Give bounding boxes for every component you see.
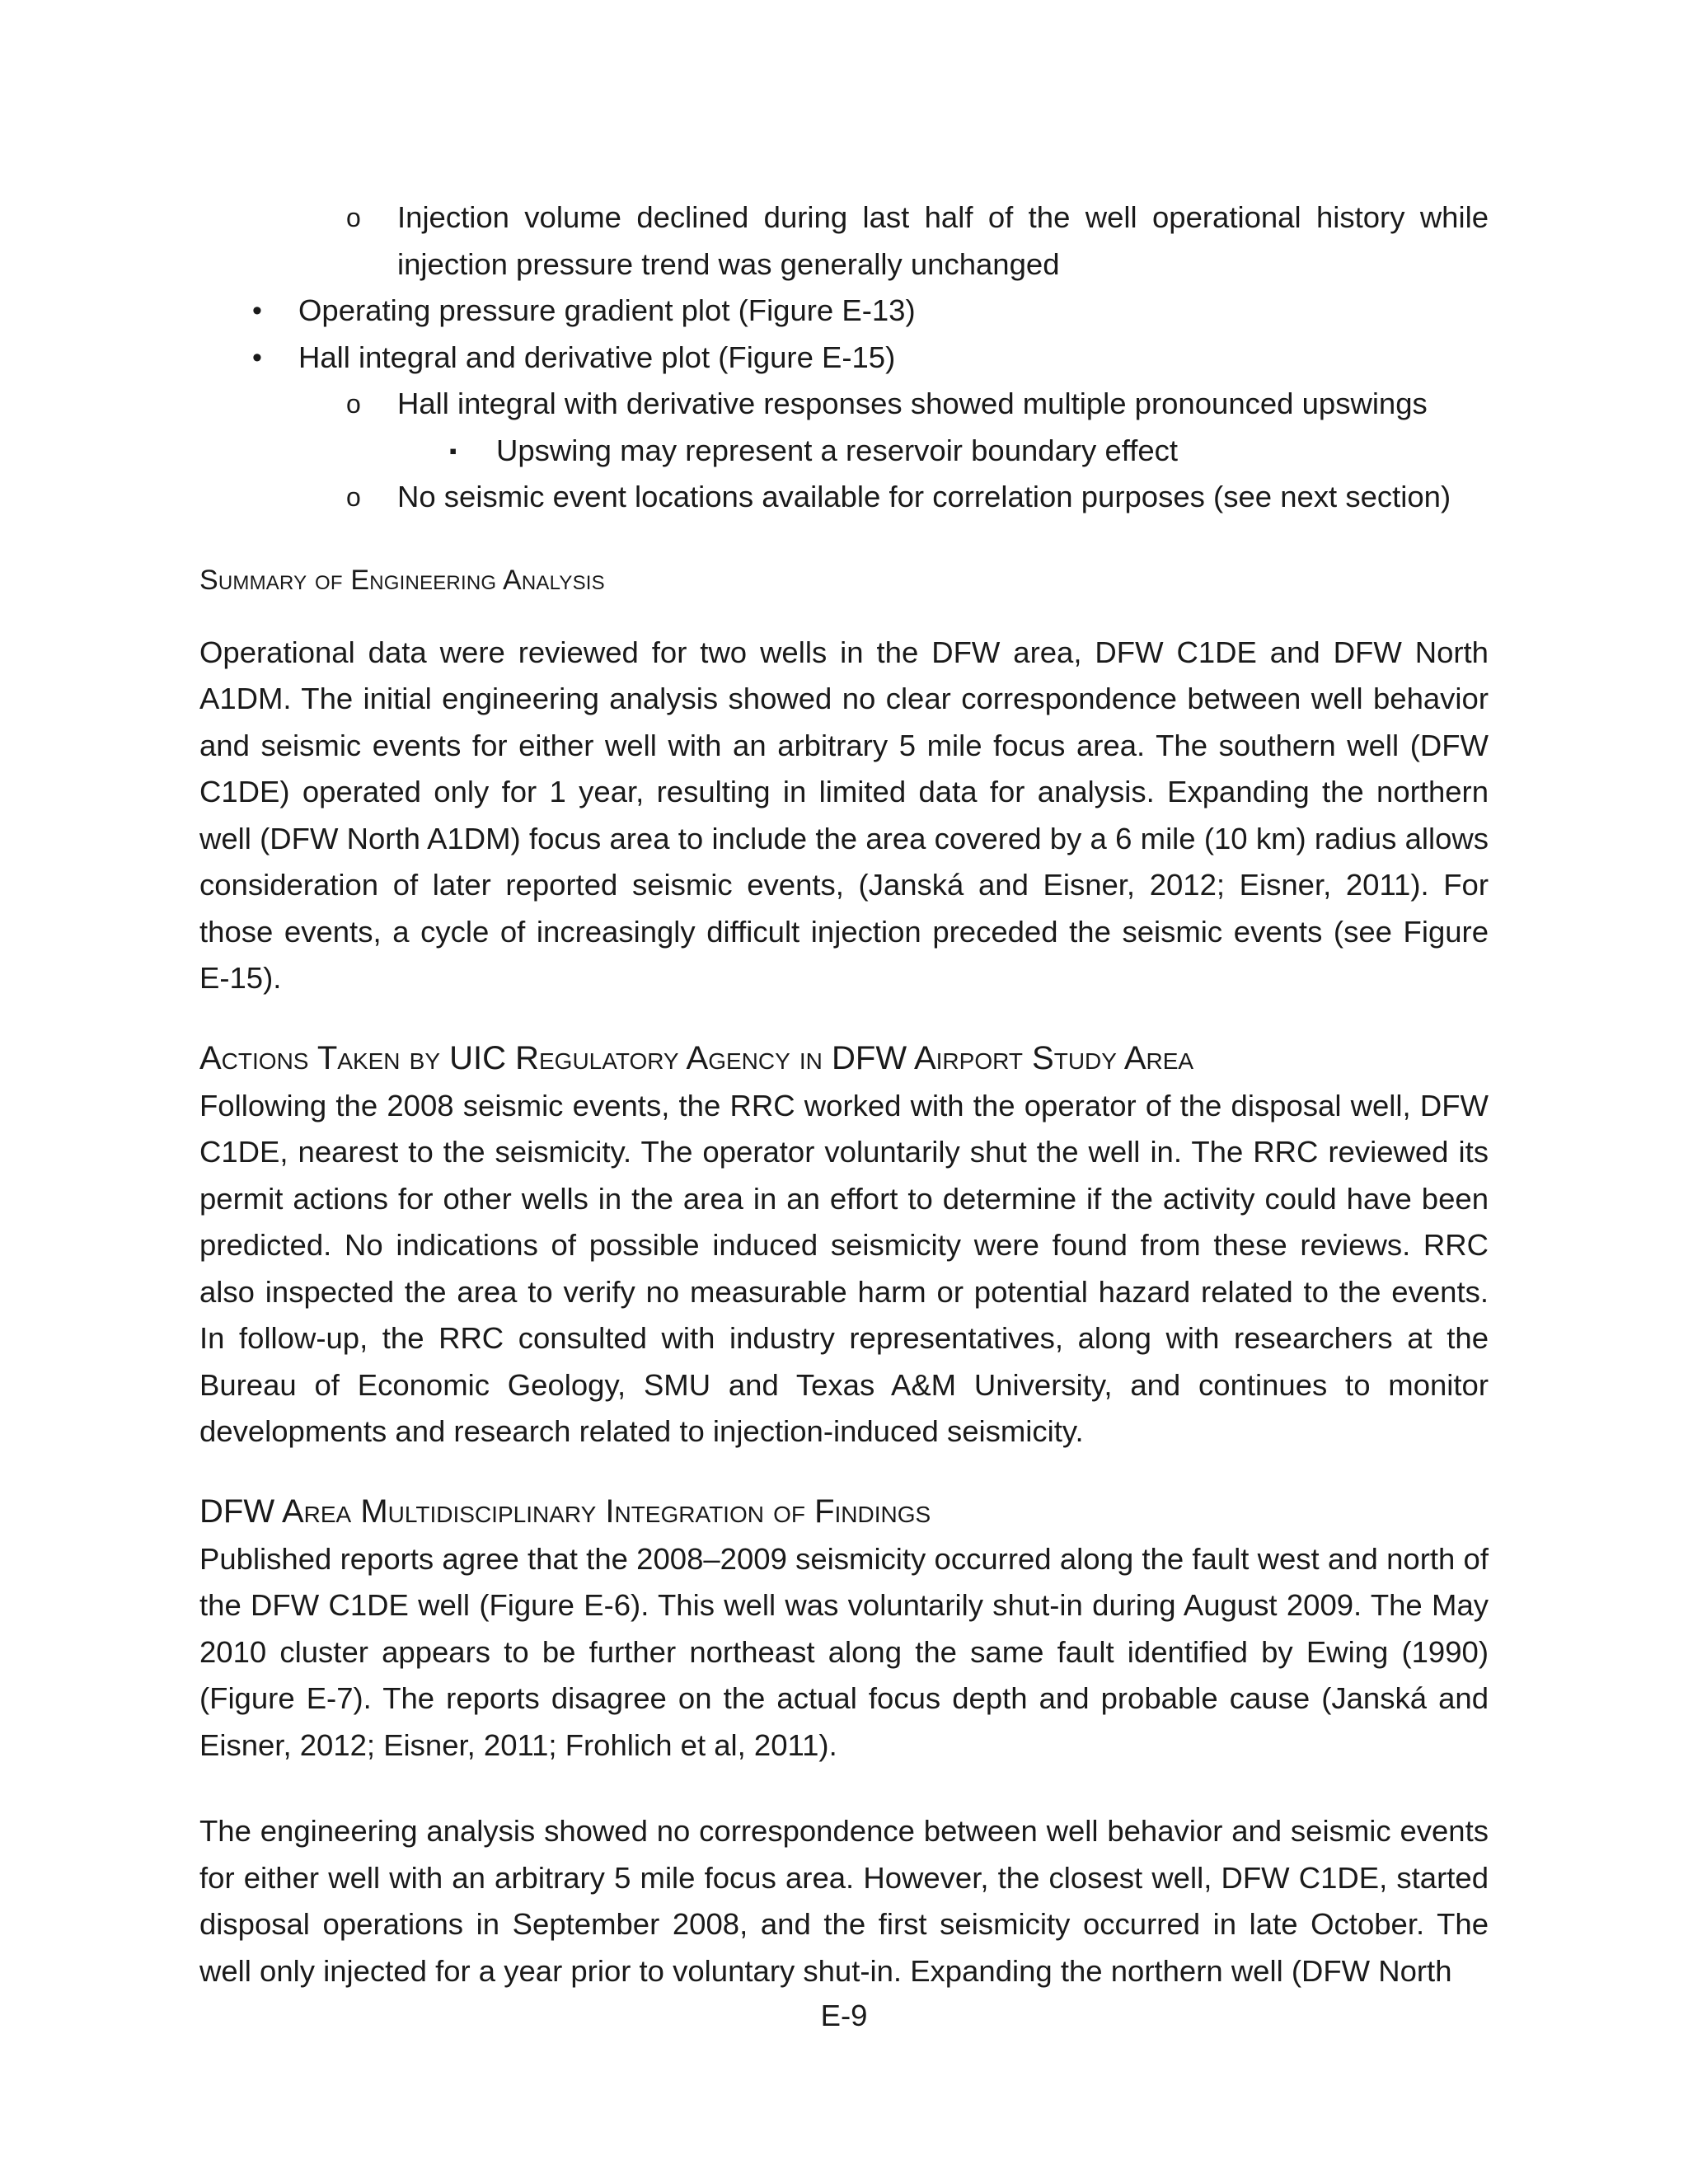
bullet-text: Hall integral and derivative plot (Figure E-15) [298,340,896,374]
bullet-item [199,194,1489,288]
bullet-text: Upswing may represent a reservoir boundary effect [496,433,1179,467]
bullet-text: Operating pressure gradient plot (Figure E-13) [298,293,916,327]
bullet-text: Injection volume declined during last half of the well operational history while injection pressure trend was generally unchanged [397,200,1489,281]
bullet-item [199,428,1489,475]
section-heading-summary: Summary of Engineering Analysis [199,564,605,596]
actions-paragraph: Following the 2008 seismic events, the RRC worked with the operator of the disposal well, DFW C1DE, nearest to the seismicity. The operator voluntarily shut the well in. The RRC reviewed its permit actions for other wells in the area in an effort to determine if the activity could have been predicted. No indications of possible induced seismicity were found from these reviews. RRC also inspected the area to verify no measurable harm or potential hazard related to the events. In follow-up, the RRC consulted with industry representatives, along with researchers at the Bureau of Economic Geology, SMU and Texas A&M University, and continues to monitor developments and research related to injection-induced seismicity. [199,1088,1489,1448]
bullet-item [199,335,1489,382]
section-heading-integration: DFW Area Multidisciplinary Integration of Findings [199,1493,931,1530]
page-number: E-9 [820,1999,868,2032]
bullet-list [199,194,1489,521]
bullet-item [199,381,1489,428]
bullet-marker-square: ▪ [449,438,457,463]
bullet-marker-disc: • [252,295,262,326]
bullet-text: No seismic event locations available for correlation purposes (see next section) [397,480,1451,513]
bullet-marker-circle: o [346,203,361,232]
bullet-marker-circle: o [346,389,361,419]
integration-paragraph-1: Published reports agree that the 2008–2009 seismicity occurred along the fault west and north of the DFW C1DE well (Figure E-6). This well was voluntarily shut-in during August 2009. The May 2010 cluster appears to be further northeast along the same fault identified by Ewing (1990) (Figure E-7). The reports disagree on the actual focus depth and probable cause (Janská and Eisner, 2012; Eisner, 2011; Frohlich et al, 2011). [199,1541,1489,1762]
bullet-item [199,474,1489,521]
bullet-marker-disc: • [252,341,262,373]
bullet-marker-circle: o [346,482,361,512]
integration-paragraph-2: The engineering analysis showed no correspondence between well behavior and seismic events for either well with an arbitrary 5 mile focus area. However, the closest well, DFW C1DE, started disposal operations in September 2008, and the first seismicity occurred in late October. The well only injected for a year prior to voluntary shut-in. Expanding the northern well (DFW North [199,1814,1489,1988]
bullet-item [199,288,1489,335]
bullet-text: Hall integral with derivative responses showed multiple pronounced upswings [397,387,1428,420]
section-heading-actions: Actions Taken by UIC Regulatory Agency in DFW Airport Study Area [199,1039,1194,1076]
document-page [199,194,1489,1994]
summary-paragraph: Operational data were reviewed for two wells in the DFW area, DFW C1DE and DFW North A1DM. The initial engineering analysis showed no clear correspondence between well behavior and seismic events for either well with an arbitrary 5 mile focus area. The southern well (DFW C1DE) operated only for 1 year, resulting in limited data for analysis. Expanding the northern well (DFW North A1DM) focus area to include the area covered by a 6 mile (10 km) radius allows consideration of later reported seismic events, (Janská and Eisner, 2012; Eisner, 2011). For those events, a cycle of increasingly difficult injection preceded the seismic events (see Figure E-15). [199,635,1489,995]
